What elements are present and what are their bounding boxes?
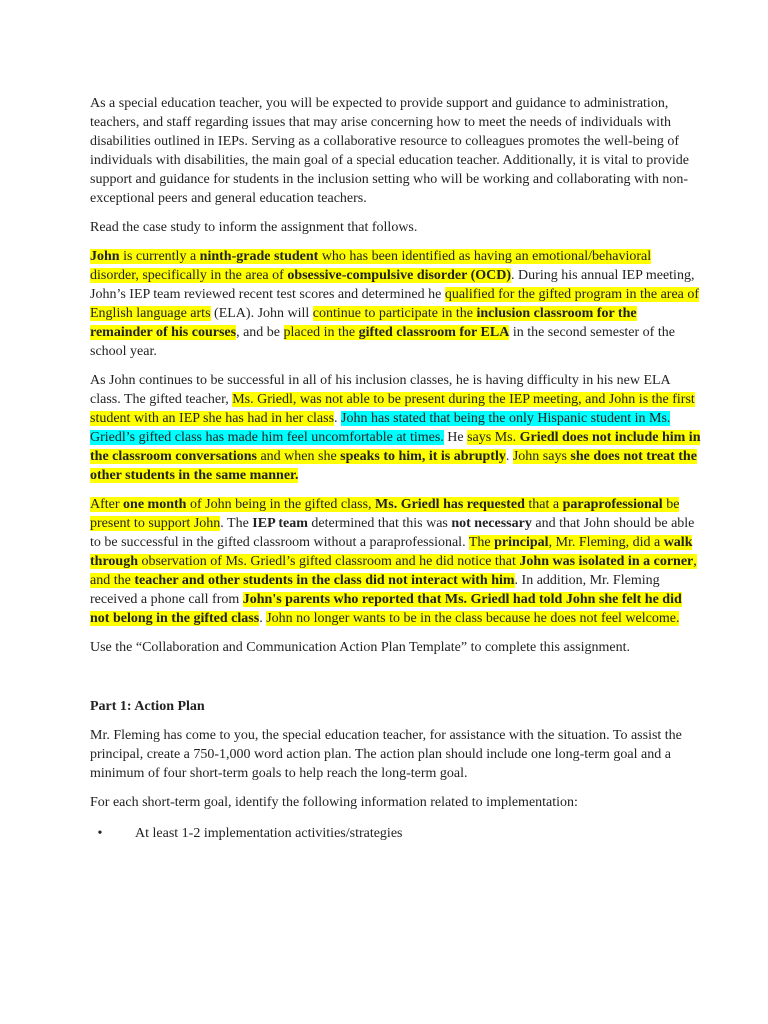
highlighted-text: walk through — [90, 535, 693, 569]
highlighted-text: inclusion classroom for the remainder of his courses — [90, 306, 637, 340]
implementation-list — [90, 824, 702, 843]
highlighted-text: The — [468, 535, 495, 550]
highlighted-text: teacher and other students in the class did not interact with him — [134, 573, 515, 588]
text-run: . During his annual IEP meeting, John’s IEP team reviewed recent test scores and determined he — [90, 268, 695, 302]
highlighted-text: Ms. Griedl, was not able to be present during the IEP meeting, and John is the first student with an IEP she has had in her class — [90, 392, 695, 426]
text-run: As John continues to be successful in all of his inclusion classes, he is having difficulty in his new ELA class. The gifted teacher, — [90, 373, 670, 407]
highlighted-text: obsessive-compulsive disorder (OCD) — [287, 268, 512, 283]
highlighted-text: John — [90, 249, 120, 264]
text-run: . — [505, 449, 513, 464]
highlighted-text: that a — [524, 497, 563, 512]
paragraph — [90, 371, 702, 485]
paragraph — [90, 218, 702, 237]
highlighted-text: continue to participate in the — [312, 306, 477, 321]
list-item-text: At least 1-2 implementation activities/strategies — [135, 826, 403, 841]
highlighted-text: , Mr. Fleming, did a — [548, 535, 664, 550]
paragraph — [90, 247, 702, 361]
highlighted-text: of John being in the gifted class, — [186, 497, 376, 512]
text-run: . The — [220, 516, 253, 531]
highlighted-text: John has stated that being the only Hispanic student in Ms. Griedl’s gifted class has made him feel uncomfortable at times. — [90, 411, 671, 445]
highlighted-text: paraprofessional — [562, 497, 663, 512]
highlighted-text: speaks to him, it is abruptly — [340, 449, 506, 464]
list-item — [97, 824, 702, 843]
text-run: Use the “Collaboration and Communication Action Plan Template” to complete this assignment. — [90, 640, 630, 655]
part1-paragraph: Mr. Fleming has come to you, the special education teacher, for assistance with the situation. To assist the principal, create a 750-1,000 word action plan. The action plan should include one long-term goal and a minimum of four short-term goals to help reach the long-term goal. — [90, 728, 682, 781]
text-run: . — [334, 411, 342, 426]
document-page — [90, 94, 702, 843]
text-run: Read the case study to inform the assignment that follows. — [90, 220, 418, 235]
highlighted-text: says Ms. — [467, 430, 520, 445]
highlighted-text: one month — [123, 497, 187, 512]
highlighted-text: and when she — [256, 449, 341, 464]
highlighted-text: who has been identified as having an emotional/behavioral disorder, specifically in the area of — [90, 249, 652, 283]
highlighted-text: Griedl does not include him in the classroom conversations — [90, 430, 701, 464]
case-study-body — [90, 94, 702, 657]
paragraph — [90, 94, 702, 208]
text-run: . — [259, 611, 267, 626]
text-run: IEP team — [252, 516, 308, 531]
text-run: and that John should be able to be successful in the gifted classroom without a paraprofessional. — [90, 516, 695, 550]
text-run: . In addition, Mr. Fleming received a phone call from — [90, 573, 660, 607]
highlighted-text: John's parents who reported that Ms. Griedl had told John she felt he did not belong in the gifted class — [90, 592, 682, 626]
text-run: not necessary — [451, 516, 532, 531]
part1-paragraph: For each short-term goal, identify the following information related to implementation: — [90, 795, 578, 810]
text-run: (ELA). John will — [210, 306, 313, 321]
highlighted-text: qualified for the gifted program in the area of English language arts — [90, 287, 700, 321]
paragraph — [90, 495, 702, 628]
highlighted-text: placed in the — [283, 325, 359, 340]
highlighted-text: John says — [512, 449, 571, 464]
highlighted-text: principal — [494, 535, 549, 550]
highlighted-text: , and the — [90, 554, 697, 588]
text-run: As a special education teacher, you will be expected to provide support and guidance to administration, teachers, and staff regarding issues that may arise concerning how to meet the needs of individuals with disabilities outlined in IEPs. Serving as a collaborative resource to colleagues promotes the well-being of individuals with disabilities, the main goal of a special education teacher. Additionally, it is vital to provide support and guidance for students in the inclusion setting who will be working and collaborating with non-exceptional peers and general education teachers. — [90, 96, 690, 206]
text-run: , and be — [236, 325, 284, 340]
bullet-icon: • — [97, 826, 103, 841]
part1-heading: Part 1: Action Plan — [90, 699, 205, 714]
text-run: He — [443, 430, 468, 445]
highlighted-text: be present to support John — [90, 497, 680, 531]
highlighted-text: John was isolated in a corner — [519, 554, 694, 569]
highlighted-text: gifted classroom for ELA — [358, 325, 510, 340]
paragraph — [90, 638, 702, 657]
text-run: in the second semester of the school year. — [90, 325, 675, 359]
highlighted-text: ninth-grade student — [199, 249, 319, 264]
highlighted-text: observation of Ms. Griedl’s gifted classroom and he did notice that — [137, 554, 520, 569]
highlighted-text: is currently a — [119, 249, 200, 264]
highlighted-text: she does not treat the other students in the same manner. — [90, 449, 697, 483]
text-run: determined that this was — [307, 516, 452, 531]
highlighted-text: John no longer wants to be in the class because he does not feel welcome. — [266, 611, 680, 626]
highlighted-text: After — [90, 497, 124, 512]
highlighted-text: Ms. Griedl has requested — [375, 497, 525, 512]
